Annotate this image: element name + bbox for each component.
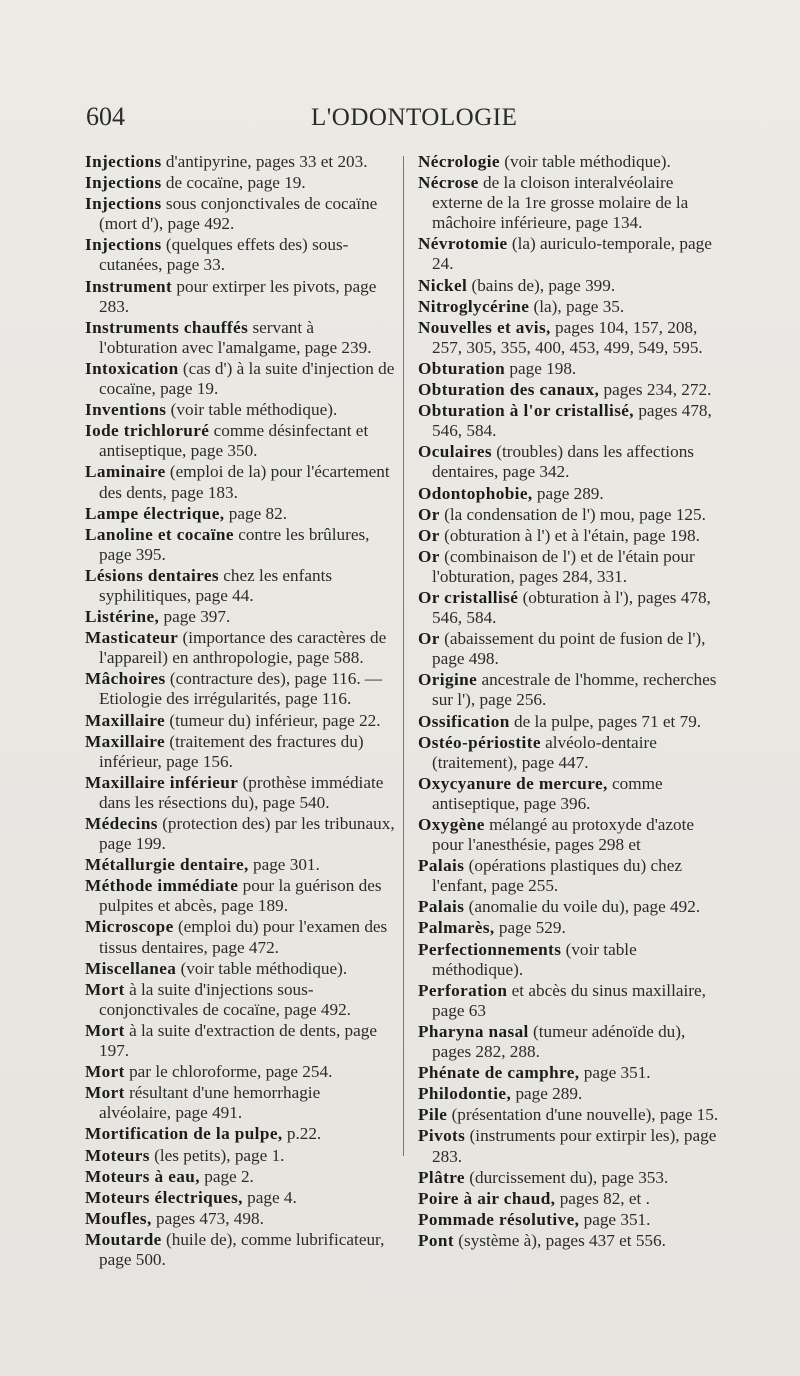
index-entry [418,670,728,710]
entry-headword: Pont [418,1230,454,1250]
entry-text: (opérations plastiques du) chez l'enfant, page 255. [432,856,682,896]
index-entry [85,318,395,358]
index-entry [85,1083,395,1123]
index-entry [418,152,728,172]
running-title: L'ODONTOLOGIE [311,104,518,131]
entry-headword: Or [418,525,440,545]
index-entry [418,359,728,379]
entry-headword: Ostéo-périostite [418,732,541,752]
entry-text: (combinaison de l') et de l'étain pour l'obturation, pages 284, 331. [432,546,695,586]
entry-headword: Poire à air chaud, [418,1188,556,1208]
entry-headword: Philodontie, [418,1084,512,1104]
index-entry [85,1188,395,1208]
index-entry [85,773,395,813]
entry-headword: Iode trichloruré [85,421,210,441]
entry-text: pour extirper les pivots, page 283. [99,276,377,316]
entry-headword: Injections [85,152,162,171]
index-entry [85,711,395,731]
entry-text: (importance des caractères de l'appareil) en anthropologie, page 588. [99,628,387,668]
entry-text: chez les enfants syphilitiques, page 44. [99,565,333,605]
entry-text: (troubles) dans les affections dentaires, page 342. [432,442,694,482]
entry-text: comme désinfectant et antiseptique, page 350. [99,421,369,461]
entry-headword: Ossification [418,711,510,731]
entry-headword: Odontophobie, [418,483,533,503]
entry-headword: Maxillaire [85,710,166,730]
index-entry [418,588,728,628]
index-entry [85,1167,395,1187]
index-entry [85,1021,395,1061]
column-divider [403,156,404,1156]
entry-headword: Médecins [85,814,158,833]
index-entry [85,400,395,420]
entry-text: (voir table méthodique). [166,400,338,420]
entry-headword: Or [418,629,440,649]
index-entry [418,505,728,525]
entry-text: (emploi de la) pour l'écartement des dents, page 183. [99,462,390,502]
entry-text: mélangé au protoxyde d'azote pour l'anesthésie, pages 298 et [432,815,695,855]
index-entry [418,1231,728,1251]
index-entry [85,277,395,317]
index-entry [418,234,728,274]
entry-text: de la cloison interalvéolaire externe de la 1re grosse molaire de la mâchoire inférieure, page 134. [432,173,689,233]
entry-text: (contracture des), page 116. — Etiologie des irrégularités, page 116. [99,669,383,709]
entry-headword: Obturation [418,358,506,378]
index-entry [85,1062,395,1082]
entry-headword: Obturation à l'or cristallisé, [418,401,635,421]
entry-headword: Pommade résolutive, [418,1209,580,1229]
index-entry [418,897,728,917]
entry-text: et abcès du sinus maxillaire, page 63 [432,980,706,1020]
entry-headword: Obturation des canaux, [418,380,600,400]
entry-text: servant à l'obturation avec l'amalgame, page 239. [99,317,372,357]
entry-headword: Pharyna nasal [418,1021,529,1041]
entry-text: (huile de), comme lubrificateur, page 500. [99,1229,385,1269]
index-column-right [418,152,728,1252]
entry-text: par le chloroforme, page 254. [124,1062,333,1082]
entry-headword: Laminaire [85,462,166,482]
entry-text: (emploi du) pour l'examen des tissus dentaires, page 472. [99,917,388,957]
entry-text: de la pulpe, pages 71 et 79. [509,711,702,731]
page-number: 604 [86,102,125,131]
entry-headword: Or cristallisé [418,587,519,607]
index-entry [418,1168,728,1188]
entry-text: pages 234, 272. [599,380,712,400]
entry-text: d'antipyrine, pages 33 et 203. [161,152,368,171]
entry-headword: Lésions dentaires [85,565,219,585]
entry-headword: Nickel [418,275,468,295]
index-entry [85,194,395,234]
entry-text: (présentation d'une nouvelle), page 15. [447,1105,719,1125]
entry-text: page 198. [505,358,577,378]
entry-text: (durcissement du), page 353. [464,1167,669,1187]
entry-text: (quelques effets des) sous-cutanées, page 33. [99,235,349,275]
index-entry [85,525,395,565]
entry-text: (voir table méthodique). [499,152,671,171]
entry-text: (voir table méthodique). [176,958,348,978]
entry-headword: Mâchoires [85,669,166,689]
index-entry [85,1209,395,1229]
index-entry [418,733,728,773]
entry-text: (traitement des fractures du) inférieur, page 156. [99,731,364,771]
entry-text: (prothèse immédiate dans les résections du), page 540. [99,772,384,812]
entry-text: pour la guérison des pulpites et abcès, page 189. [99,876,382,916]
entry-text: (obturation à l') et à l'étain, page 198. [439,525,700,545]
entry-headword: Intoxication [85,358,179,378]
entry-text: page 397. [159,607,231,627]
entry-text: résultant d'une hemorrhagie alvéolaire, page 491. [99,1083,321,1123]
entry-headword: Or [418,546,440,566]
entry-text: ancestrale de l'homme, recherches sur l'), page 256. [432,670,717,710]
entry-text: (système à), pages 437 et 556. [453,1230,666,1250]
index-entry [85,462,395,502]
index-entry [418,1210,728,1230]
index-entry [418,918,728,938]
entry-text: pages 478, 546, 584. [432,401,712,441]
index-entry [418,981,728,1021]
index-entry [418,276,728,296]
entry-headword: Masticateur [85,628,179,648]
entry-headword: Moutarde [85,1229,162,1249]
entry-headword: Nécrose [418,173,479,193]
entry-headword: Mort [85,1020,125,1040]
entry-headword: Oculaires [418,442,492,462]
index-entry [418,815,728,855]
entry-text: à la suite d'injections sous-conjonctivales de cocaïne, page 492. [99,979,351,1019]
entry-headword: Névrotomie [418,234,508,254]
index-entry [85,504,395,524]
entry-headword: Plâtre [418,1167,465,1187]
index-entry [85,1146,395,1166]
entry-headword: Nécrologie [418,152,500,171]
index-entry [85,628,395,668]
index-entry [85,421,395,461]
entry-text: page 351. [579,1063,651,1083]
index-entry [418,774,728,814]
entry-headword: Palais [418,897,465,917]
entry-headword: Maxillaire [85,731,166,751]
entry-text: pages 473, 498. [151,1208,264,1228]
index-entry [418,1063,728,1083]
index-entry [418,856,728,896]
entry-text: (la), page 35. [529,296,625,316]
index-entry [418,173,728,233]
index-entry [85,1124,395,1144]
entry-headword: Perfectionnements [418,939,562,959]
entry-text: (obturation à l'), pages 478, 546, 584. [432,587,711,628]
index-entry [85,607,395,627]
entry-text: page 4. [242,1187,297,1207]
entry-text: (bains de), page 399. [467,275,616,295]
entry-headword: Mort [85,1083,125,1103]
entry-text: de cocaïne, page 19. [161,173,306,193]
entry-text: page 301. [248,855,320,875]
entry-text: (la condensation de l') mou, page 125. [439,504,706,524]
entry-headword: Pile [418,1105,448,1125]
index-entry [418,940,728,980]
entry-text: (instruments pour extirpir les), page 283. [432,1126,717,1166]
entry-headword: Injections [85,173,162,193]
entry-text: contre les brûlures, page 395. [99,524,370,564]
index-entry [418,629,728,669]
index-entry [85,152,395,172]
index-entry [418,401,728,441]
index-column-left [85,152,395,1271]
entry-text: page 351. [579,1209,651,1229]
index-entry [418,442,728,482]
index-entry [418,1022,728,1062]
entry-text: (protection des) par les tribunaux, page 199. [99,814,395,854]
entry-text: (les petits), page 1. [149,1145,285,1165]
index-entry [85,566,395,606]
entry-headword: Méthode immédiate [85,876,239,896]
entry-text: page 529. [494,918,566,938]
entry-headword: Métallurgie dentaire, [85,855,249,875]
entry-text: pages 104, 157, 208, 257, 305, 355, 400, 453, 499, 549, 595. [432,317,703,357]
index-entry [85,173,395,193]
entry-headword: Nitroglycérine [418,296,530,316]
entry-text: p.22. [282,1124,322,1144]
entry-headword: Moufles, [85,1208,152,1228]
entry-headword: Injections [85,235,162,255]
entry-text: sous conjonctivales de cocaïne (mort d'), page 492. [99,194,378,234]
entry-headword: Mort [85,979,125,999]
entry-headword: Origine [418,670,478,690]
entry-headword: Maxillaire inférieur [85,772,239,792]
entry-headword: Moteurs à eau, [85,1166,200,1186]
entry-text: (voir table méthodique). [432,939,637,979]
entry-headword: Oxygène [418,815,485,834]
entry-text: page 2. [199,1166,254,1186]
entry-headword: Phénate de camphre, [418,1063,580,1083]
entry-headword: Moteurs électriques, [85,1187,243,1207]
page-header [86,102,716,142]
entry-headword: Moteurs [85,1145,150,1165]
entry-text: (anomalie du voile du), page 492. [464,897,701,917]
entry-headword: Injections [85,194,162,214]
entry-headword: Perforation [418,980,508,1000]
index-entry [418,297,728,317]
index-entry [85,669,395,709]
entry-headword: Listérine, [85,607,160,627]
entry-text: (tumeur adénoïde du), pages 282, 288. [432,1021,686,1062]
entry-headword: Oxycyanure de mercure, [418,773,608,793]
entry-headword: Lampe électrique, [85,503,225,523]
entry-headword: Instruments chauffés [85,317,249,337]
index-entry [418,547,728,587]
entry-text: alvéolo-dentaire (traitement), page 447. [432,732,657,772]
entry-text: (abaissement du point de fusion de l'), page 498. [432,629,706,669]
entry-text: page 289. [532,483,604,503]
entry-headword: Mort [85,1062,125,1082]
entry-text: (cas d') à la suite d'injection de cocaïne, page 19. [99,358,395,399]
entry-text: à la suite d'extraction de dents, page 197. [99,1020,378,1061]
entry-headword: Pivots [418,1126,466,1146]
index-entry [85,876,395,916]
index-entry [85,732,395,772]
entry-headword: Or [418,504,440,524]
entry-headword: Palais [418,856,465,876]
index-entry [418,318,728,358]
entry-headword: Instrument [85,276,173,296]
entry-text: comme antiseptique, page 396. [432,773,663,813]
index-entry [85,980,395,1020]
index-entry [418,1189,728,1209]
index-entry [85,1230,395,1270]
entry-headword: Palmarès, [418,918,495,938]
entry-headword: Mortification de la pulpe, [85,1124,283,1144]
index-entry [418,1084,728,1104]
index-entry [418,712,728,732]
entry-headword: Nouvelles et avis, [418,317,551,337]
entry-headword: Miscellanea [85,958,177,978]
index-entry [418,380,728,400]
index-entry [418,484,728,504]
index-entry [418,526,728,546]
entry-text: (la) auriculo-temporale, page 24. [432,234,712,274]
index-entry [418,1126,728,1166]
entry-text: pages 82, et . [555,1188,650,1208]
index-entry [85,814,395,854]
index-entry [85,917,395,957]
entry-text: page 82. [224,503,288,523]
index-entry [85,959,395,979]
entry-headword: Microscope [85,917,174,937]
entry-headword: Lanoline et cocaïne [85,524,234,544]
entry-headword: Inventions [85,400,167,420]
index-entry [85,359,395,399]
index-entry [85,855,395,875]
index-entry [85,235,395,275]
index-entry [418,1105,728,1125]
entry-text: (tumeur du) inférieur, page 22. [165,710,381,730]
entry-text: page 289. [511,1084,583,1104]
